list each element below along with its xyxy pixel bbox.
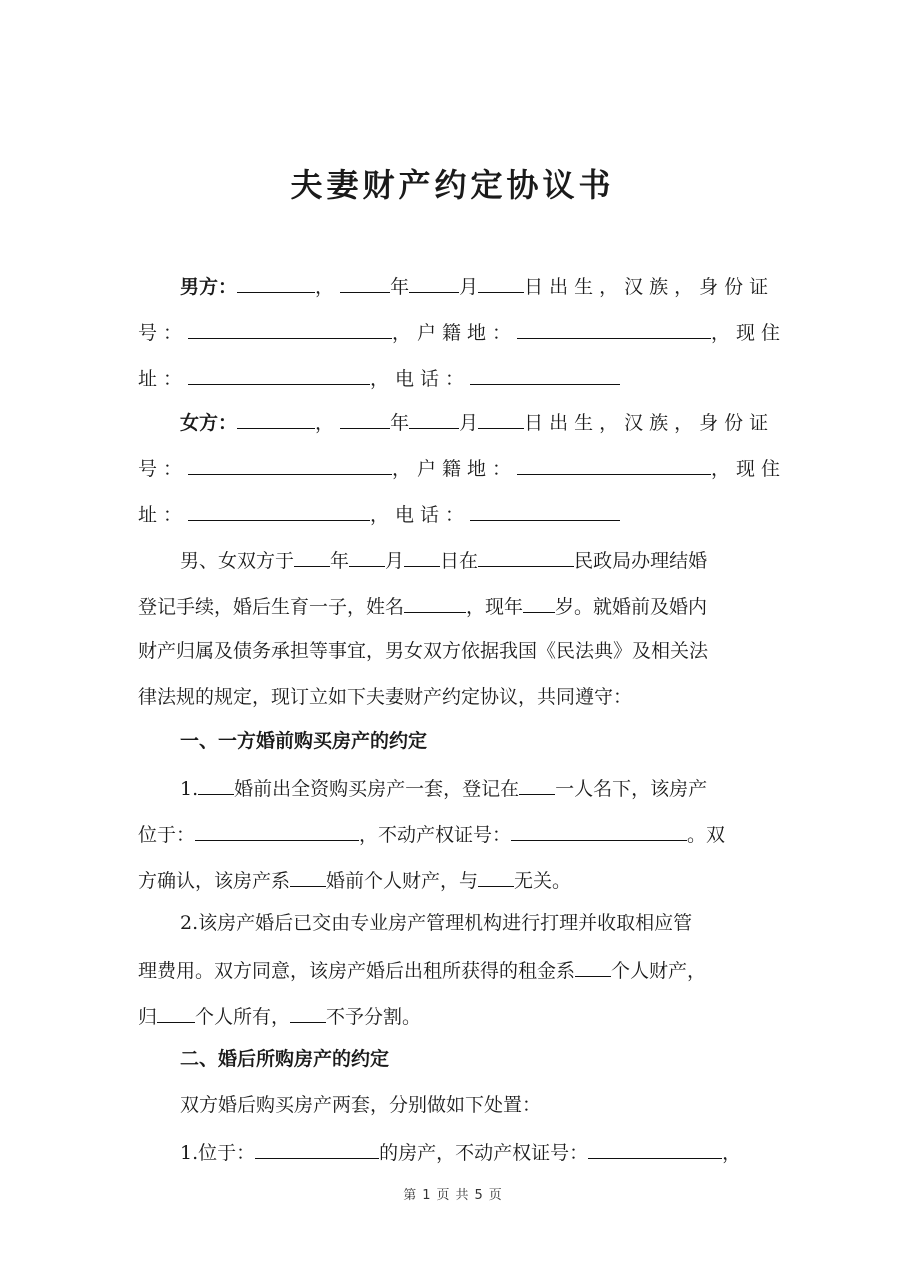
female-line-3: 址： ，电话： [138,500,620,526]
blank-field[interactable] [517,454,711,475]
blank-field[interactable] [195,820,359,841]
blank-field[interactable] [470,500,620,521]
blank-field[interactable] [237,272,315,293]
blank-field[interactable] [294,546,330,567]
blank-field[interactable] [478,866,514,887]
male-line-1: 男方： ， 年 月 日出生，汉族，身份证 [180,272,774,298]
marriage-line-3: 财产归属及债务承担等事宜，男女双方依据我国《民法典》及相关法 [138,640,709,662]
document-title: 夫妻财产约定协议书 [290,166,615,204]
section-1-heading: 一、一方婚前购买房产的约定 [180,730,428,752]
section-1-line-4: 2.该房产婚后已交由专业房产管理机构进行打理并收取相应管 [180,912,693,934]
section-1-line-1: 1. 婚前出全资购买房产一套，登记在 一人名下，该房产 [180,774,707,800]
blank-field[interactable] [157,1002,195,1023]
blank-field[interactable] [409,408,459,429]
blank-field[interactable] [404,546,440,567]
blank-field[interactable] [409,272,459,293]
male-line-2: 号： ，户籍地： ，现住 [138,318,786,344]
blank-field[interactable] [519,774,555,795]
blank-field[interactable] [523,592,555,613]
blank-field[interactable] [188,364,370,385]
female-line-2: 号： ，户籍地： ，现住 [138,454,786,480]
blank-field[interactable] [198,774,234,795]
blank-field[interactable] [340,272,390,293]
blank-field[interactable] [575,956,611,977]
blank-field[interactable] [290,866,326,887]
blank-field[interactable] [349,546,385,567]
section-1-line-5: 理费用。双方同意，该房产婚后出租所获得的租金系 个人财产， [138,956,706,982]
female-line-1: 女方： ， 年 月 日出生，汉族，身份证 [180,408,774,434]
marriage-line-2: 登记手续，婚后生育一子，姓名 ，现年 岁。就婚前及婚内 [138,592,707,618]
section-1-line-6: 归 个人所有， 不予分割。 [138,1002,421,1028]
section-1-line-3: 方确认，该房产系 婚前个人财产，与 无关。 [138,866,571,892]
blank-field[interactable] [511,820,687,841]
blank-field[interactable] [188,318,392,339]
blank-field[interactable] [237,408,315,429]
section-2-heading: 二、婚后所购房产的约定 [180,1048,390,1070]
blank-field[interactable] [188,500,370,521]
blank-field[interactable] [478,272,524,293]
blank-field[interactable] [290,1002,326,1023]
blank-field[interactable] [340,408,390,429]
total-page-number: 5 [474,1188,483,1203]
section-1-line-2: 位于： ，不动产权证号： 。双 [138,820,725,846]
marriage-line-4: 律法规的规定，现订立如下夫妻财产约定协议，共同遵守： [138,686,633,708]
section-2-intro: 双方婚后购买房产两套，分别做如下处置： [180,1094,542,1116]
section-2-item-1: 1.位于： 的房产，不动产权证号： ， [180,1138,741,1164]
current-page-number: 1 [422,1188,431,1203]
marriage-line-1: 男、女双方于 年 月 日在 民政局办理结婚 [180,546,707,572]
male-line-3: 址： ，电话： [138,364,620,390]
blank-field[interactable] [470,364,620,385]
blank-field[interactable] [588,1138,722,1159]
blank-field[interactable] [478,546,574,567]
blank-field[interactable] [478,408,524,429]
blank-field[interactable] [255,1138,379,1159]
blank-field[interactable] [404,592,466,613]
page-footer: 第 1 页 共 5 页 [403,1188,502,1203]
blank-field[interactable] [188,454,392,475]
blank-field[interactable] [517,318,711,339]
